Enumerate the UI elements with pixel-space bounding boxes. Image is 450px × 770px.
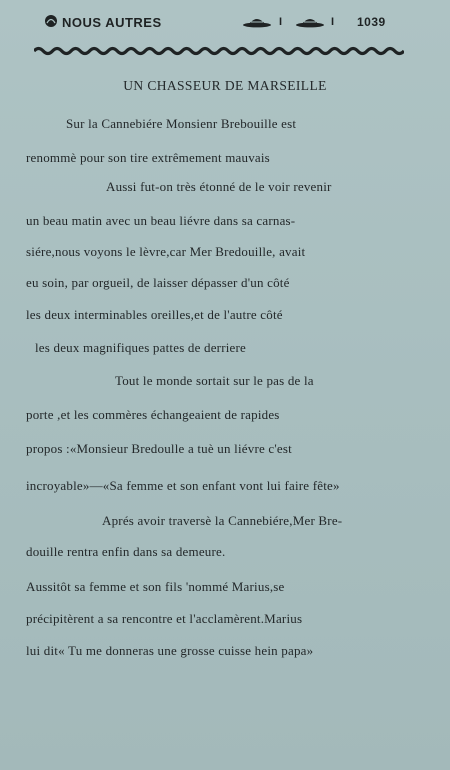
wavy-divider	[34, 46, 404, 56]
hat-emblem-icon	[295, 14, 325, 31]
body-line: les deux interminables oreilles,et de l'autre côté	[26, 307, 283, 322]
hat-emblem-icon	[242, 14, 272, 31]
header-separator: I	[279, 16, 283, 28]
body-line: Aussitôt sa femme et son fils 'nommé Marius,se	[26, 579, 285, 594]
page-header	[44, 12, 414, 34]
body-line: Aprés avoir traversè la Cannebiére,Mer Bre-	[102, 513, 343, 528]
magazine-logo-icon	[44, 14, 58, 31]
body-line: Aussi fut-on très étonné de le voir revenir	[106, 179, 332, 194]
body-line: Tout le monde sortait sur le pas de la	[115, 373, 314, 388]
magazine-title: NOUS AUTRES	[62, 15, 162, 30]
body-line: incroyable»—«Sa femme et son enfant vont lui faire fête»	[26, 478, 340, 493]
body-line: douille rentra enfin dans sa demeure.	[26, 544, 226, 559]
body-line: eu soin, par orgueil, de laisser dépasser d'un côté	[26, 275, 290, 290]
header-separator: I	[331, 16, 335, 28]
page-number: 1039	[357, 15, 386, 29]
body-line: les deux magnifiques pattes de derriere	[35, 340, 247, 355]
body-line: Sur la Cannebiére Monsienr Brebouille est	[66, 116, 297, 131]
article-title: UN CHASSEUR DE MARSEILLE	[123, 78, 327, 93]
body-line: porte ,et les commères échangeaient de rapides	[26, 407, 280, 422]
body-line: propos :«Monsieur Bredoulle a tuè un liévre c'est	[26, 441, 292, 456]
body-line: renommè pour son tire extrêmement mauvais	[26, 150, 270, 165]
body-line: lui dit« Tu me donneras une grosse cuisse hein papa»	[26, 643, 314, 658]
body-line: précipitèrent a sa rencontre et l'acclamèrent.Marius	[26, 611, 303, 626]
body-line: siére,nous voyons le lèvre,car Mer Bredouille, avait	[26, 244, 306, 259]
body-line: un beau matin avec un beau liévre dans sa carnas-	[26, 213, 296, 228]
